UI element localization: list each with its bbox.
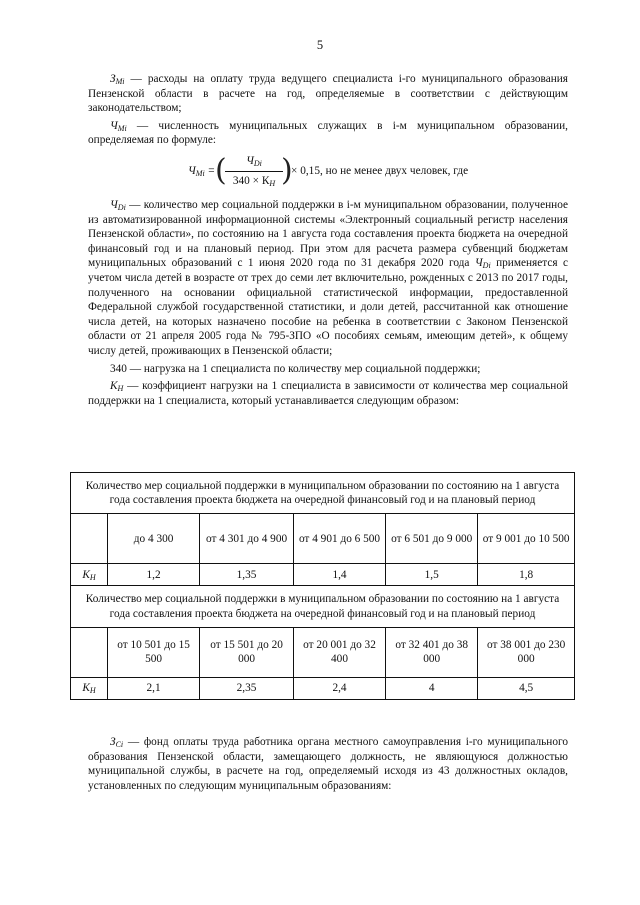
- range-cell: от 6 501 до 9 000: [386, 514, 478, 564]
- range-cell: от 32 401 до 38 000: [386, 627, 478, 677]
- formula: $Ч_{Mi}$ = ( $Ч_{Di}$ $340 \times К_H$ ) × 0,15, но не менее двух человек, где: [188, 152, 469, 188]
- value-cell: 1,35: [200, 564, 294, 586]
- range-cell: от 4 901 до 6 500: [293, 514, 385, 564]
- value-cell: 4: [386, 677, 478, 699]
- coefficient-table: [70, 472, 575, 700]
- range-cell: до 4 300: [108, 514, 200, 564]
- page-number: 5: [316, 38, 324, 52]
- range-cell: от 38 001 до 230 000: [478, 627, 575, 677]
- paragraph-340: 340 — нагрузка на 1 специалиста по количеству мер социальной поддержки;: [110, 362, 481, 375]
- value-cell: 1,2: [108, 564, 200, 586]
- range-cell: от 15 501 до 20 000: [200, 627, 294, 677]
- range-cell: от 10 501 до 15 500: [108, 627, 200, 677]
- range-cell: от 20 001 до 32 400: [293, 627, 385, 677]
- kn-label: $К_Н$: [71, 564, 108, 586]
- value-cell: 1,5: [386, 564, 478, 586]
- value-cell: 2,35: [200, 677, 294, 699]
- paragraph-kn: $К_Н$ — коэффициент нагрузки на 1 специалиста в зависимости от количества мер социальной поддержки на 1 специалиста, который устанавливается следующим образом:: [88, 380, 569, 407]
- value-cell: 2,1: [108, 677, 200, 699]
- range-cell: от 4 301 до 4 900: [200, 514, 294, 564]
- bottom-text: [88, 735, 568, 793]
- table-header-2: Количество мер социальной поддержки в муниципальном образовании по состоянию на 1 августа года составления проекта бюджета на очередной финансовый год и на плановый период: [71, 586, 575, 627]
- paragraph-chd: $Ч_{Di}$ — количество мер социальной поддержки в i-м муниципальном образовании, полученное из автоматизированной информационной системы «Электронный социальный регистр населения Пензенской области», по состоянию на 1 августа года составления проекта бюджета на очередной финансовый год и на плановый период. При этом для расчета размера субвенций бюджетам муниципальных образований с 1 июня 2020 года по 31 декабря 2020 года $Ч_{Di}$ применяется с учетом числа детей в возрасте от трех до семи лет включительно, рожденных с 2013 по 2017 годы, полученного на основании официальной статистической информации, предоставленной Федеральной службой государственной статистики, и доли детей, рассчитанной как отношение числа детей, на которых назначено пособие на ребенка в соответствии с Законом Пензенской области от 21 апреля 2005 года № 795-ЗПО «О пособиях семьям, имеющим детей», к общему числу детей, проживающих в Пензенской области;: [88, 198, 568, 357]
- formula-fraction: $Ч_{Di}$ $340 \times К_H$: [225, 154, 283, 188]
- paragraph-chm: $Ч_{Mi}$ — численность муниципальных служащих в i-м муниципальном образовании, определяемая по формуле:: [88, 119, 568, 147]
- main-text: [88, 72, 568, 408]
- value-cell: 1,4: [293, 564, 385, 586]
- value-cell: 2,4: [293, 677, 385, 699]
- range-cell: от 9 001 до 10 500: [478, 514, 575, 564]
- value-cell: 1,8: [478, 564, 575, 586]
- paragraph-zc: $З_{Ci}$ — фонд оплаты труда работника органа местного самоуправления i-го муниципального образования Пензенской области, замещающего должность, не являющуюся должностью муниципальной службы, в расчете на год, определяемый исходя из 43 должностных окладов, установленных по следующим муниципальным образованиям:: [88, 736, 568, 792]
- paragraph-zm: $З_{Mi}$ — расходы на оплату труда ведущего специалиста i-го муниципального образования Пензенской области в расчете на год, определяемые в соответствии с действующим законодательством;: [88, 73, 568, 115]
- value-cell: 4,5: [478, 677, 575, 699]
- table-header-1: Количество мер социальной поддержки в муниципальном образовании по состоянию на 1 августа года составления проекта бюджета на очередной финансовый год и на плановый период: [71, 473, 575, 514]
- kn-label: $К_Н$: [71, 677, 108, 699]
